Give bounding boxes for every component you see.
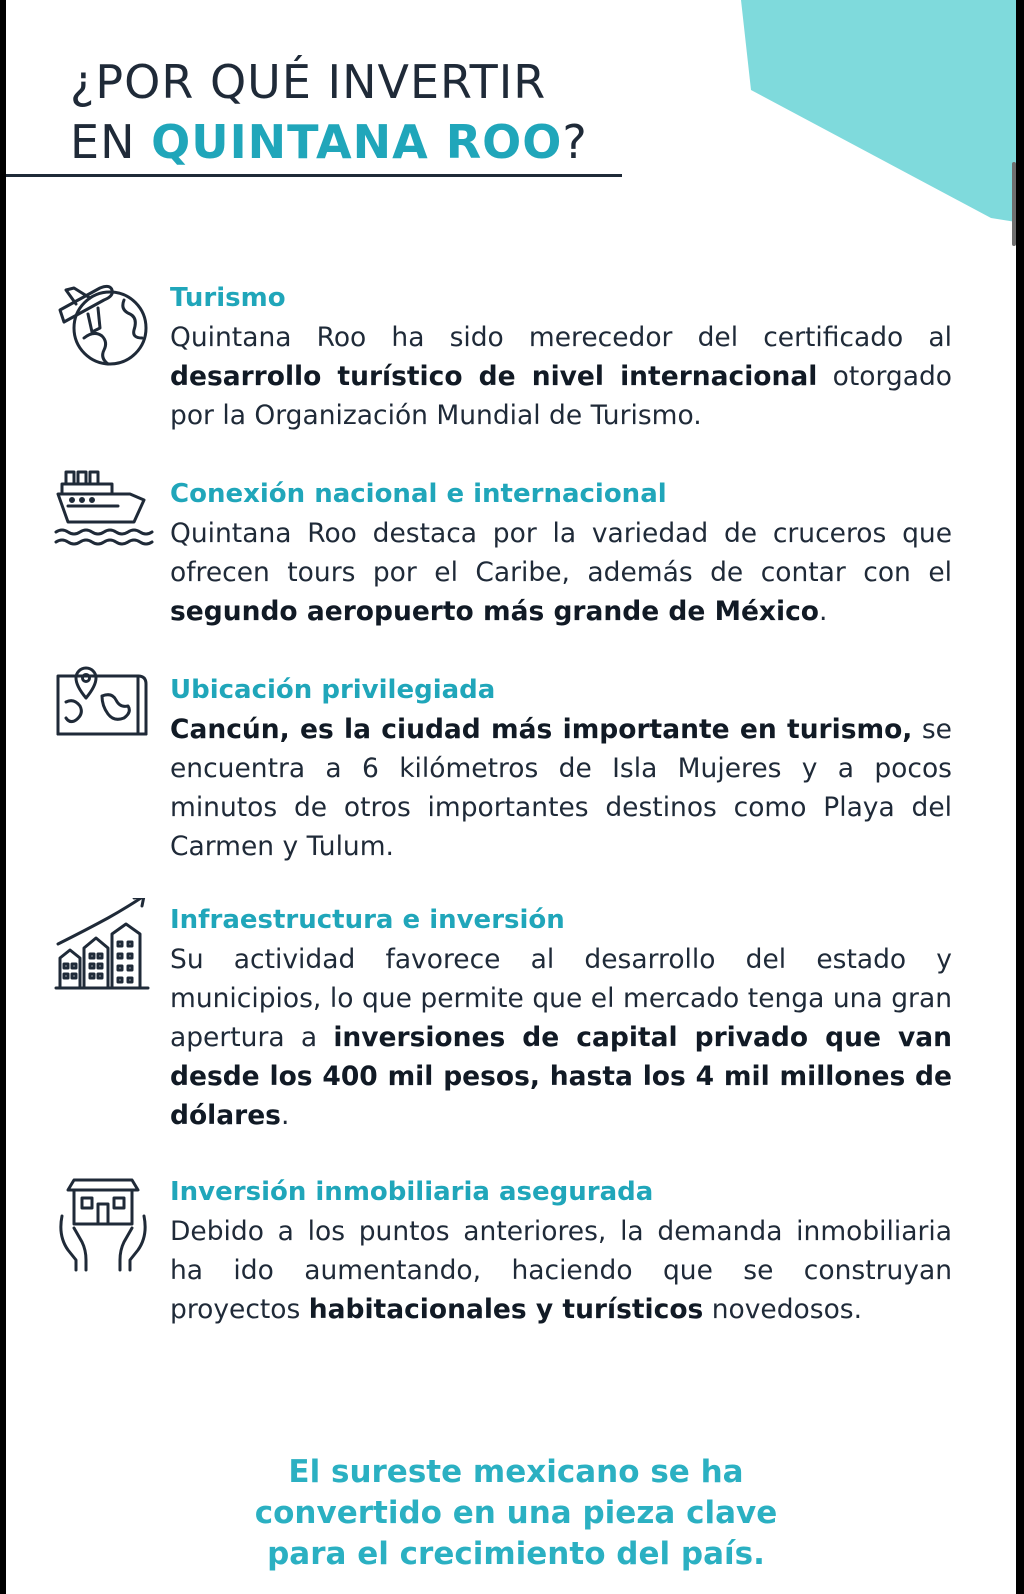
section-title-inmobiliaria: Inversión inmobiliaria asegurada (170, 1177, 654, 1207)
section-title-ubicacion: Ubicación privilegiada (170, 675, 496, 705)
body-text: Su actividad favorece al desarrollo del estado y municipios, lo que permite que el mercado tenga una gran apertura a (170, 944, 952, 1053)
body-text-bold: segundo aeropuerto más grande de México (170, 596, 820, 627)
closing-line-2: convertido en una pieza clave (254, 1495, 778, 1531)
section-body-turismo (170, 318, 952, 435)
body-text-bold: habitacionales y turísticos (308, 1294, 704, 1325)
section-body-conexion (170, 514, 952, 631)
scrollbar-thumb[interactable] (1012, 162, 1016, 246)
title-line-1: ¿POR QUÉ INVERTIR (70, 55, 547, 109)
body-text: otorgado por la Organización Mundial de Turismo. (170, 361, 952, 431)
section-title-infraestructura: Infraestructura e inversión (170, 905, 565, 935)
body-text: novedosos. (703, 1294, 863, 1325)
closing-line-1: El sureste mexicano se ha (288, 1454, 744, 1490)
plane-globe-icon (54, 276, 154, 376)
infographic-page (6, 0, 1016, 1594)
body-text: Debido a los puntos anteriores, la demanda inmobiliaria ha ido aumentando, haciendo que se construyan proyectos (170, 1216, 952, 1325)
title-suffix: ? (562, 115, 588, 169)
body-text: Quintana Roo ha sido merecedor del certificado al (170, 322, 952, 353)
title-accent: QUINTANA ROO (151, 115, 563, 169)
section-body-infraestructura (170, 940, 952, 1135)
body-text-bold: Cancún, es la ciudad más importante en turismo, (170, 714, 913, 745)
buildings-growth-icon (54, 898, 154, 998)
map-pin-icon (54, 662, 154, 762)
closing-statement (166, 1452, 866, 1575)
closing-line-3: para el crecimiento del país. (267, 1536, 765, 1572)
body-text-bold: desarrollo turístico de nivel internacional (170, 361, 818, 392)
title-underline (6, 174, 622, 177)
body-text: . (280, 1100, 290, 1131)
section-title-conexion: Conexión nacional e internacional (170, 479, 667, 509)
body-text-bold: inversiones de capital privado que van desde los 400 mil pesos, hasta los 4 mil millones de dólares (170, 1022, 952, 1131)
section-body-inmobiliaria (170, 1212, 952, 1329)
section-body-ubicacion (170, 710, 952, 866)
cruise-ship-icon (54, 466, 154, 566)
title-line-2 (70, 112, 588, 172)
title-prefix: EN (70, 115, 152, 169)
body-text: se encuentra a 6 kilómetros de Isla Mujeres y a pocos minutos de otros importantes destinos como Playa del Carmen y Tulum. (170, 714, 952, 862)
section-title-turismo: Turismo (170, 283, 286, 313)
page-title (70, 52, 588, 172)
body-text: Quintana Roo destaca por la variedad de cruceros que ofrecen tours por el Caribe, además de contar con el (170, 518, 952, 588)
body-text: . (819, 596, 828, 627)
house-hands-icon (54, 1176, 154, 1276)
